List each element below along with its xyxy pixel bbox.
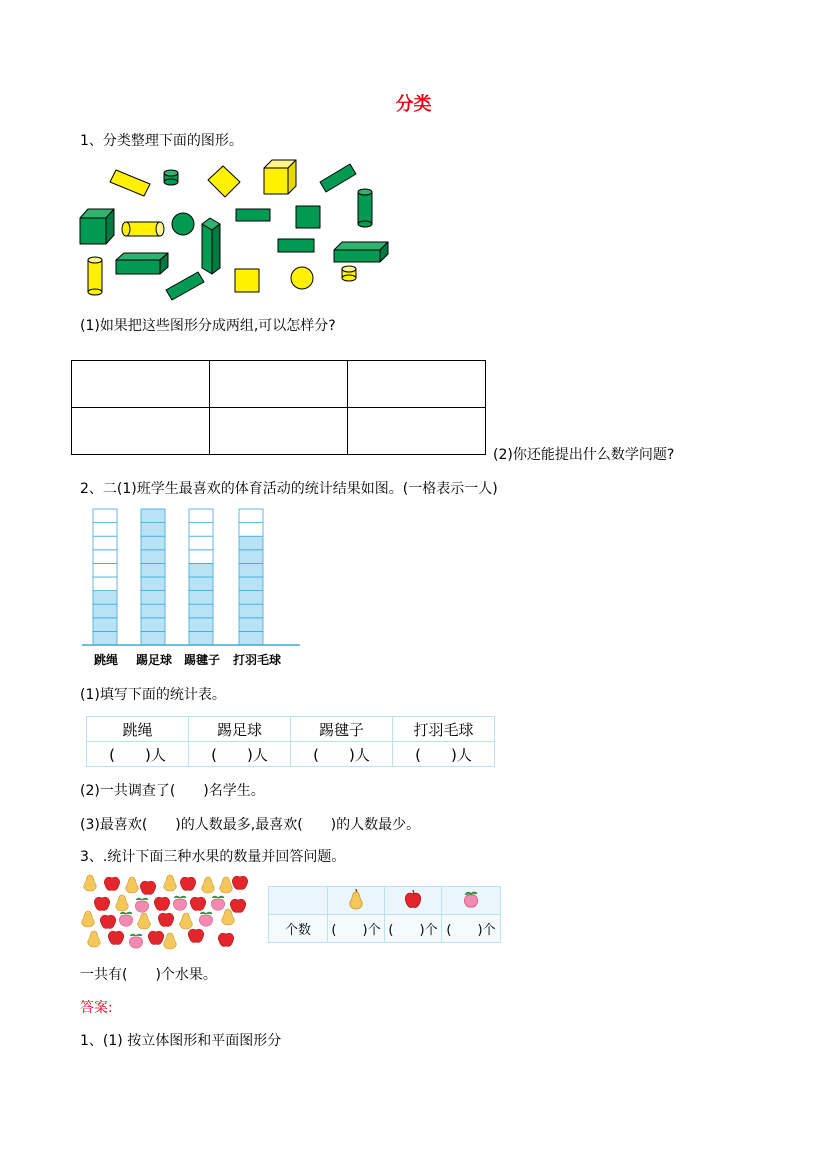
pear-icon <box>222 909 234 925</box>
green-cube-shape <box>80 209 114 244</box>
table-cell[interactable] <box>72 361 210 408</box>
bar-filled-cell <box>189 563 213 577</box>
apple-icon <box>94 897 109 910</box>
pear-icon <box>84 875 96 891</box>
bar-filled-cell <box>141 550 165 564</box>
bar-empty-cell <box>189 550 213 564</box>
bar-filled-cell <box>141 563 165 577</box>
table-cell[interactable] <box>210 361 348 408</box>
pear-icon <box>346 888 366 910</box>
bar-empty-cell <box>93 536 117 550</box>
bar-filled-cell <box>141 631 165 645</box>
apple-icon <box>158 913 173 926</box>
bar-empty-cell <box>189 509 213 523</box>
pear-icon <box>202 877 214 893</box>
bar-filled-cell <box>93 591 117 605</box>
apple-icon <box>190 897 205 910</box>
peach-icon <box>135 898 148 912</box>
yellow-circle-shape <box>291 267 313 289</box>
page-title: 分类 <box>395 94 432 115</box>
green-rectangle-2-shape <box>278 239 314 252</box>
green-tall-cuboid-shape <box>202 218 220 274</box>
pear-icon <box>180 913 192 929</box>
apple-icon <box>180 877 195 890</box>
table-cell[interactable] <box>72 408 210 455</box>
peach-icon <box>199 912 212 926</box>
apple-icon <box>148 931 163 944</box>
bar-empty-cell <box>189 536 213 550</box>
x-tick-label: 踢足球 <box>135 653 173 667</box>
answer-1: 1、(1) 按立体图形和平面图形分 <box>80 1033 282 1049</box>
apple-icon <box>403 888 423 910</box>
green-tall-cylinder-shape <box>358 189 372 227</box>
green-square-shape <box>296 206 320 228</box>
bar-filled-cell <box>239 604 263 618</box>
fruit-illustration <box>78 872 250 954</box>
pear-count-cell[interactable]: ( )个 <box>328 915 385 943</box>
stat-header-cell: 打羽毛球 <box>393 717 495 742</box>
apple-icon <box>232 876 247 889</box>
green-rectangle-shape <box>320 164 356 192</box>
yellow-rectangle-shape <box>110 170 150 196</box>
peach-icon <box>129 934 142 948</box>
green-flat-rectangle-shape <box>236 209 270 221</box>
peach-icon <box>173 896 186 910</box>
green-long-cuboid-shape <box>116 253 168 274</box>
apple-header-cell <box>385 887 442 915</box>
question-1: 1、分类整理下面的图形。 <box>80 133 243 149</box>
bar-filled-cell <box>141 536 165 550</box>
apple-icon <box>140 881 155 894</box>
peach-icon <box>211 896 224 910</box>
stat-answer-cell[interactable]: ( )人 <box>393 742 495 767</box>
bar-filled-cell <box>93 604 117 618</box>
blank-header-cell <box>269 887 328 915</box>
question-2: 2、二(1)班学生最喜欢的体育活动的统计结果如图。(一格表示一人) <box>80 481 498 497</box>
activity-bar-chart <box>80 506 305 672</box>
bar-empty-cell <box>93 509 117 523</box>
stat-answer-cell[interactable]: ( )人 <box>189 742 291 767</box>
peach-icon <box>119 912 132 926</box>
pear-icon <box>220 877 232 893</box>
bar-1 <box>141 509 165 645</box>
bar-filled-cell <box>189 591 213 605</box>
stat-header-cell: 踢毽子 <box>291 717 393 742</box>
count-label-cell: 个数 <box>269 915 328 943</box>
green-circle-shape <box>172 213 194 235</box>
stat-answer-cell[interactable]: ( )人 <box>291 742 393 767</box>
bar-empty-cell <box>93 523 117 537</box>
bar-filled-cell <box>239 591 263 605</box>
question-3: 3、.统计下面三种水果的数量并回答问题。 <box>80 849 346 865</box>
question-2-part-1: (1)填写下面的统计表。 <box>80 687 226 703</box>
bar-filled-cell <box>141 509 165 523</box>
bar-empty-cell <box>93 550 117 564</box>
apple-count-cell[interactable]: ( )个 <box>385 915 442 943</box>
apple-icon <box>230 899 245 912</box>
bar-filled-cell <box>189 631 213 645</box>
bar-filled-cell <box>141 604 165 618</box>
pear-icon <box>164 875 176 891</box>
pear-icon <box>116 895 128 911</box>
bar-filled-cell <box>141 523 165 537</box>
peach-count-cell[interactable]: ( )个 <box>442 915 501 943</box>
x-tick-label: 打羽毛球 <box>232 653 282 667</box>
peach-icon <box>461 888 481 910</box>
grouping-table <box>71 360 486 455</box>
bar-0 <box>93 509 117 645</box>
green-long-cuboid-2-shape <box>334 242 388 262</box>
question-1-part-1: (1)如果把这些图形分成两组,可以怎样分? <box>80 318 336 334</box>
bar-filled-cell <box>239 618 263 632</box>
activity-stat-table <box>86 716 495 767</box>
question-1-part-2: (2)你还能提出什么数学问题? <box>493 447 675 463</box>
yellow-tall-cylinder-shape <box>88 257 102 295</box>
fruit-count-table <box>268 886 501 943</box>
bar-filled-cell <box>189 577 213 591</box>
pear-header-cell <box>328 887 385 915</box>
yellow-small-cylinder-shape <box>342 266 356 281</box>
apple-icon <box>100 915 115 928</box>
stat-header-cell: 跳绳 <box>87 717 189 742</box>
apple-icon <box>218 933 233 946</box>
pear-icon <box>138 913 150 929</box>
bar-filled-cell <box>141 618 165 632</box>
apple-icon <box>188 929 203 942</box>
apple-icon <box>108 931 123 944</box>
bar-empty-cell <box>239 523 263 537</box>
stat-answer-cell[interactable]: ( )人 <box>87 742 189 767</box>
bar-filled-cell <box>239 563 263 577</box>
bar-filled-cell <box>141 591 165 605</box>
yellow-square-2-shape <box>235 269 259 292</box>
yellow-square-shape <box>208 166 240 197</box>
x-tick-label: 跳绳 <box>93 653 119 667</box>
shapes-illustration <box>78 158 398 303</box>
table-cell[interactable] <box>348 408 486 455</box>
question-3-total: 一共有( )个水果。 <box>80 967 217 983</box>
bar-filled-cell <box>239 536 263 550</box>
peach-header-cell <box>442 887 501 915</box>
table-cell[interactable] <box>348 361 486 408</box>
stat-header-cell: 踢足球 <box>189 717 291 742</box>
pear-icon <box>126 877 138 893</box>
bar-filled-cell <box>239 577 263 591</box>
bar-empty-cell <box>239 509 263 523</box>
bar-3 <box>239 509 263 645</box>
pear-icon <box>82 911 94 927</box>
pear-icon <box>164 933 176 949</box>
bar-filled-cell <box>239 631 263 645</box>
bar-empty-cell <box>93 563 117 577</box>
bar-filled-cell <box>93 631 117 645</box>
question-2-part-3: (3)最喜欢( )的人数最多,最喜欢( )的人数最少。 <box>80 817 421 833</box>
bar-filled-cell <box>189 604 213 618</box>
pear-icon <box>88 931 100 947</box>
bar-filled-cell <box>141 577 165 591</box>
bar-filled-cell <box>239 550 263 564</box>
yellow-cube-shape <box>264 160 296 194</box>
apple-icon <box>154 897 169 910</box>
bar-empty-cell <box>189 523 213 537</box>
bar-empty-cell <box>93 577 117 591</box>
green-small-cylinder-shape <box>164 170 178 185</box>
bar-filled-cell <box>189 618 213 632</box>
x-tick-label: 踢毽子 <box>183 653 221 667</box>
question-2-part-2: (2)一共调查了( )名学生。 <box>80 783 265 799</box>
bar-filled-cell <box>93 618 117 632</box>
bar-2 <box>189 509 213 645</box>
yellow-horizontal-cylinder-shape <box>122 222 164 236</box>
table-cell[interactable] <box>210 408 348 455</box>
answer-label: 答案: <box>80 1000 113 1016</box>
apple-icon <box>104 877 119 890</box>
green-rectangle-3-shape <box>166 272 204 300</box>
